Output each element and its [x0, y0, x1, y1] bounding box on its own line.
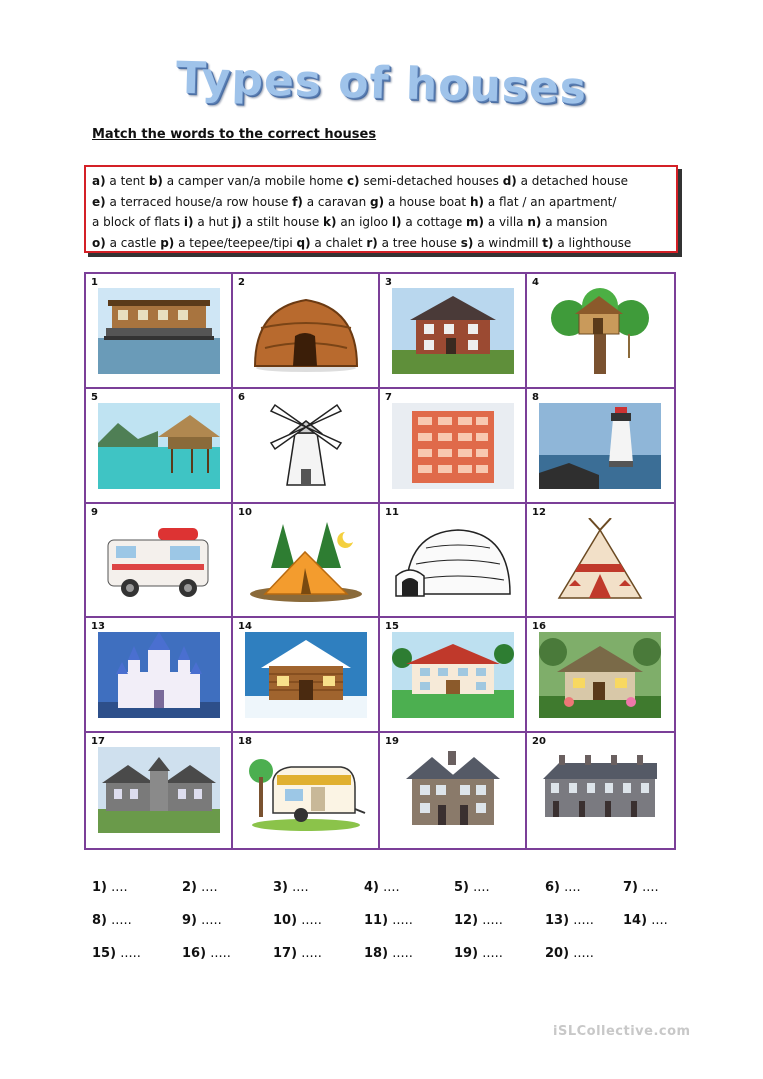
picture-cell: [86, 504, 233, 619]
word-letter: m): [466, 215, 485, 229]
picture-cell: [527, 389, 674, 504]
answer-dots: ....: [642, 880, 659, 895]
word-letter: i): [183, 215, 194, 229]
page-title: Types of houses: [175, 52, 588, 115]
semi-detached-houses-picture: [392, 747, 514, 833]
houseboat-picture: [98, 288, 220, 374]
answer-blank[interactable]: [545, 946, 594, 961]
word-letter: c): [346, 174, 360, 188]
word-list-line: [92, 212, 670, 233]
picture-number: 8: [532, 391, 539, 403]
word-letter: r): [366, 235, 378, 250]
word-list-box: [84, 165, 678, 253]
answer-dots: ....: [383, 880, 400, 895]
answer-number: 19): [454, 946, 479, 961]
picture-grid: [84, 272, 676, 850]
answer-number: 12): [454, 913, 479, 928]
answer-number: 4): [364, 880, 379, 895]
answer-blank[interactable]: [92, 913, 132, 928]
answer-row: [92, 880, 692, 913]
answer-blank[interactable]: [92, 946, 141, 961]
answer-dots: ....: [111, 880, 128, 895]
picture-number: 4: [532, 277, 539, 288]
word-option: a windmill: [477, 235, 539, 250]
picture-cell: [86, 389, 233, 504]
word-letter: b): [148, 174, 163, 188]
answer-section: [92, 880, 692, 979]
answer-number: 16): [182, 946, 207, 961]
word-option: a villa: [487, 215, 524, 229]
word-letter: t): [542, 235, 554, 250]
instruction: Match the words to the correct houses: [92, 127, 377, 142]
answer-blank[interactable]: [545, 880, 581, 895]
mansion-picture: [98, 747, 220, 833]
word-option: a detached house: [520, 174, 629, 188]
footer-watermark: iSLCollective.com: [553, 1024, 691, 1039]
word-letter: g): [370, 194, 385, 209]
answer-number: 10): [273, 913, 298, 928]
answer-blank[interactable]: [182, 913, 222, 928]
word-option: a hut: [197, 215, 229, 229]
word-letter: l): [391, 215, 402, 229]
answer-dots: ....: [564, 880, 581, 895]
answer-dots: ....: [473, 880, 490, 895]
picture-number: 18: [238, 736, 252, 748]
word-option: a tepee/teepee/tipi: [178, 235, 293, 250]
word-option: a flat / an apartment/: [487, 194, 617, 209]
word-option: a stilt house: [245, 215, 320, 229]
answer-blank[interactable]: [182, 946, 231, 961]
picture-cell: [527, 504, 674, 619]
answer-number: 3): [273, 880, 288, 895]
answer-row: [92, 946, 692, 979]
tepee-picture: [539, 518, 661, 604]
lighthouse-picture: [539, 403, 661, 489]
answer-blank[interactable]: [364, 946, 413, 961]
answer-blank[interactable]: [182, 880, 218, 895]
villa-picture: [392, 632, 514, 718]
word-letter: s): [460, 235, 474, 250]
answer-dots: ....: [201, 880, 218, 895]
picture-cell: [527, 733, 674, 848]
answer-number: 5): [454, 880, 469, 895]
answer-number: 14): [623, 913, 648, 928]
answer-dots: .....: [482, 946, 503, 961]
answer-number: 2): [182, 880, 197, 895]
answer-dots: .....: [301, 946, 322, 961]
answer-blank[interactable]: [623, 913, 668, 928]
answer-dots: .....: [210, 946, 231, 961]
picture-number: 7: [385, 391, 392, 403]
word-option: semi-detached houses: [363, 174, 499, 188]
picture-number: 12: [532, 506, 546, 518]
answer-row: [92, 913, 692, 946]
word-option: a house boat: [387, 194, 467, 209]
picture-number: 15: [385, 621, 399, 633]
answer-blank[interactable]: [454, 880, 490, 895]
picture-number: 16: [532, 621, 546, 633]
word-letter: n): [527, 215, 542, 229]
answer-number: 20): [545, 946, 570, 961]
word-letter: q): [296, 235, 311, 250]
caravan-picture: [245, 747, 367, 833]
picture-number: 1: [91, 277, 98, 288]
picture-cell: [86, 733, 233, 848]
castle-picture: [98, 632, 220, 718]
picture-number: 3: [385, 277, 392, 288]
detached-house-picture: [392, 288, 514, 374]
answer-blank[interactable]: [545, 913, 594, 928]
picture-cell: [380, 389, 527, 504]
word-letter: k): [323, 215, 337, 229]
answer-blank[interactable]: [623, 880, 659, 895]
picture-cell: [380, 504, 527, 619]
picture-number: 2: [238, 277, 245, 288]
answer-number: 8): [92, 913, 107, 928]
word-letter: h): [469, 194, 484, 209]
picture-cell: [233, 504, 380, 619]
word-option: an igloo: [340, 215, 389, 229]
word-option: a cottage: [405, 215, 463, 229]
picture-number: 10: [238, 506, 252, 518]
answer-dots: .....: [392, 946, 413, 961]
picture-number: 6: [238, 391, 245, 403]
picture-number: 19: [385, 736, 399, 748]
stilt-house-picture: [98, 403, 220, 489]
answer-number: 7): [623, 880, 638, 895]
answer-number: 18): [364, 946, 389, 961]
word-letter: f): [292, 194, 303, 209]
word-option: a mansion: [545, 215, 608, 229]
word-option: a castle: [109, 235, 157, 250]
word-list-line: [92, 171, 670, 192]
chalet-picture: [245, 632, 367, 718]
igloo-picture: [392, 518, 514, 604]
answer-dots: .....: [120, 946, 141, 961]
terraced-houses-picture: [539, 747, 661, 833]
picture-cell: [380, 733, 527, 848]
word-option: a caravan: [306, 194, 367, 209]
picture-number: 17: [91, 736, 105, 748]
answer-blank[interactable]: [273, 880, 309, 895]
picture-cell: [233, 274, 380, 389]
answer-number: 11): [364, 913, 389, 928]
picture-number: 20: [532, 736, 546, 748]
word-letter: a): [92, 174, 106, 188]
picture-cell: [527, 274, 674, 389]
picture-number: 11: [385, 506, 399, 518]
word-letter: e): [92, 194, 106, 209]
word-letter: p): [160, 235, 175, 250]
camper-van-picture: [98, 518, 220, 604]
answer-dots: .....: [482, 913, 503, 928]
cottage-picture: [539, 632, 661, 718]
answer-number: 1): [92, 880, 107, 895]
picture-cell: [233, 389, 380, 504]
answer-blank[interactable]: [364, 913, 413, 928]
answer-dots: .....: [111, 913, 132, 928]
answer-blank[interactable]: [364, 880, 400, 895]
tent-picture: [245, 518, 367, 604]
word-list-line: [92, 192, 670, 213]
word-option: a lighthouse: [557, 235, 632, 250]
word-option: a chalet: [314, 235, 363, 250]
answer-dots: .....: [301, 913, 322, 928]
word-option: a tree house: [381, 235, 457, 250]
answer-dots: .....: [392, 913, 413, 928]
picture-cell: [233, 618, 380, 733]
picture-cell: [86, 618, 233, 733]
answer-number: 9): [182, 913, 197, 928]
picture-number: 13: [91, 621, 105, 633]
word-option: a block of flats: [92, 215, 181, 229]
word-letter: o): [92, 235, 106, 250]
answer-dots: ....: [651, 913, 668, 928]
picture-cell: [380, 274, 527, 389]
answer-blank[interactable]: [273, 913, 322, 928]
picture-cell: [233, 733, 380, 848]
windmill-picture: [245, 403, 367, 489]
answer-blank[interactable]: [92, 880, 128, 895]
word-option: a camper van/a mobile home: [166, 174, 344, 188]
picture-number: 14: [238, 621, 252, 633]
answer-blank[interactable]: [273, 946, 322, 961]
block-of-flats-picture: [392, 403, 514, 489]
answer-number: 13): [545, 913, 570, 928]
picture-cell: [86, 274, 233, 389]
picture-number: 5: [91, 391, 98, 403]
answer-dots: .....: [573, 913, 594, 928]
answer-number: 15): [92, 946, 117, 961]
picture-cell: [527, 618, 674, 733]
word-letter: j): [232, 215, 242, 229]
picture-number: 9: [91, 506, 98, 518]
tree-house-picture: [539, 288, 661, 374]
answer-blank[interactable]: [454, 913, 503, 928]
word-option: a tent: [109, 174, 145, 188]
hut-picture: [245, 288, 367, 374]
word-letter: d): [502, 174, 517, 188]
word-option: a terraced house/a row house: [109, 194, 289, 209]
picture-cell: [380, 618, 527, 733]
answer-number: 6): [545, 880, 560, 895]
answer-blank[interactable]: [454, 946, 503, 961]
answer-dots: .....: [573, 946, 594, 961]
answer-dots: .....: [201, 913, 222, 928]
word-list-line: [92, 233, 670, 254]
answer-number: 17): [273, 946, 298, 961]
answer-dots: ....: [292, 880, 309, 895]
